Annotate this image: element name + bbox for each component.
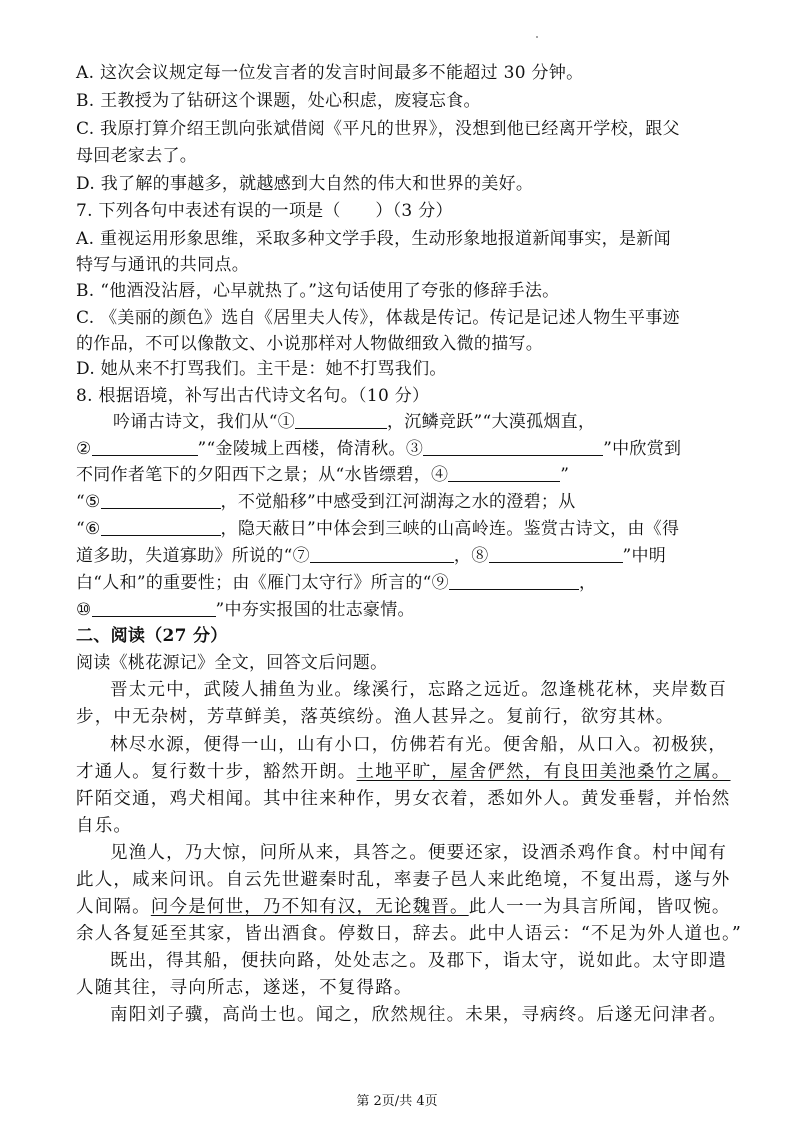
q8-text: 道多助，失道寡助》所说的“⑦ — [76, 546, 310, 566]
q8-text: ，不觉船移”中感受到江河湖海之水的澄碧；从 — [220, 492, 576, 512]
q7-option-a-line1: A. 重视运用形象思维，采取多种文学手段，生动形象地报道新闻事实，是新闻 — [76, 229, 671, 249]
underlined-sentence: 问今是何世，乃不知有汉，无论魏晋。 — [150, 897, 469, 917]
passage-p1-line1: 晋太元中，武陵人捕鱼为业。缘溪行，忘路之远近。忽逢桃花林，夹岸数百 — [110, 680, 728, 700]
q6-option-c-line2: 母回老家去了。 — [76, 146, 198, 166]
blank-1[interactable] — [295, 412, 387, 429]
q8-line8 — [76, 598, 415, 622]
passage-p5: 南阳刘子骥，高尚士也。闻之，欣然规往。未果，寻病终。后遂无问津者。 — [110, 1005, 728, 1025]
blank-4[interactable] — [448, 465, 560, 482]
q8-text: 吟诵古诗文，我们从“① — [113, 412, 295, 432]
underlined-sentence: 土地平旷，屋舍俨然，有良田美池桑竹之属。 — [356, 762, 731, 782]
q7-option-a-line2: 特写与通讯的共同点。 — [76, 255, 249, 275]
blank-6[interactable] — [101, 519, 221, 536]
blank-7[interactable] — [310, 546, 454, 563]
passage-p2-line1: 林尽水源，便得一山，山有小口，仿佛若有光。便舍船，从口入。初极狭， — [110, 735, 728, 755]
q8-text: ，⑧ — [453, 546, 489, 566]
q8-text: ”中欣赏到 — [603, 439, 682, 459]
blank-2[interactable] — [92, 439, 198, 456]
q8-text: ”中明 — [622, 546, 667, 566]
q7-option-c-line2: 的作品，不可以像散文、小说那样对人物做细致入微的描写。 — [76, 334, 544, 354]
q8-line1 — [113, 410, 595, 434]
blank-9[interactable] — [449, 573, 579, 590]
passage-p2-line3: 阡陌交通，鸡犬相闻。其中往来种作，男女衣着，悉如外人。黄发垂髫，并怡然 — [76, 789, 731, 809]
q7-option-b: B. “他酒没沾唇，心早就热了。”这句话使用了夸张的修辞手法。 — [76, 281, 560, 301]
q8-line5 — [76, 517, 679, 541]
q8-text: ”“金陵城上西楼，倚清秋。③ — [197, 439, 424, 459]
q8-text: ，隐天蔽日”中体会到三峡的山高岭连。鉴赏古诗文，由《得 — [220, 519, 680, 539]
passage-p3-line2: 此人，咸来问讯。自云先世避秦时乱，率妻子邑人来此绝境，不复出焉，遂与外 — [76, 870, 731, 890]
passage-p1-line2: 步，中无杂树，芳草鲜美，落英缤纷。渔人甚异之。复前行，欲穷其林。 — [76, 707, 675, 727]
q7-option-d: D. 她从来不打骂我们。主干是：她不打骂我们。 — [76, 359, 447, 379]
blank-3[interactable] — [423, 439, 603, 456]
q7-stem: 7. 下列各句中表述有误的一项是（ ）（3 分） — [76, 201, 453, 221]
blank-10[interactable] — [92, 600, 216, 617]
blank-8[interactable] — [489, 546, 623, 563]
q6-option-d: D. 我了解的事越多，就越感到大自然的伟大和世界的美好。 — [76, 174, 534, 194]
q8-text: 不同作者笔下的夕阳西下之景；从“水皆缥碧，④ — [76, 465, 449, 485]
section-intro: 阅读《桃花源记》全文，回答文后问题。 — [76, 653, 388, 673]
q8-line2 — [76, 437, 681, 461]
passage-p3-line1: 见渔人，乃大惊，问所从来，具答之。便要还家，设酒杀鸡作食。村中闻有 — [110, 843, 728, 863]
passage-text: 人间隔。 — [76, 897, 151, 917]
q8-line3 — [76, 463, 569, 487]
passage-text: 才通人。复行数十步，豁然开朗。 — [76, 762, 357, 782]
q7-option-c-line1: C. 《美丽的颜色》选自《居里夫人传》，体裁是传记。传记是记述人物生平事迹 — [76, 308, 680, 328]
passage-p4-line2: 人随其往，寻向所志，遂迷，不复得路。 — [76, 978, 413, 998]
passage-p3-line4: 余人各复延至其家，皆出酒食。停数日，辞去。此中人语云：“不足为外人道也。” — [76, 924, 743, 944]
passage-p3-line3 — [76, 895, 731, 919]
scan-dot — [536, 36, 538, 38]
passage-p2-line2 — [76, 760, 731, 784]
q8-line4 — [76, 490, 576, 514]
section-title: 二、阅读（27 分） — [76, 626, 228, 646]
passage-p2-line4: 自乐。 — [76, 816, 133, 836]
q6-option-c-line1: C. 我原打算介绍王凯向张斌借阅《平凡的世界》，没想到他已经离开学校，跟父 — [76, 119, 680, 139]
passage-text: 此人一一为具言所闻，皆叹惋。 — [468, 897, 731, 917]
blank-5[interactable] — [101, 492, 221, 509]
q8-text: ， — [578, 573, 597, 593]
q8-text: “⑥ — [76, 519, 101, 539]
q8-stem: 8. 根据语境，补写出古代诗文名句。（10 分） — [76, 386, 430, 406]
q8-text: ② — [76, 439, 92, 459]
q6-option-a: A. 这次会议规定每一位发言者的发言时间最多不能超过 30 分钟。 — [76, 63, 584, 83]
q8-text: “⑤ — [76, 492, 101, 512]
q8-text: ” — [560, 465, 570, 485]
q8-text: ”中夯实报国的壮志豪情。 — [215, 600, 415, 620]
passage-p4-line1: 既出，得其船，便扶向路，处处志之。及郡下，诣太守，说如此。太守即遣 — [110, 951, 728, 971]
q8-text: ⑩ — [76, 600, 92, 620]
q8-line7 — [76, 571, 596, 595]
q6-option-b: B. 王教授为了钻研这个课题，处心积虑，废寝忘食。 — [76, 91, 481, 111]
q8-line6 — [76, 544, 666, 568]
q8-text: ，沉鳞竞跃”“大漠孤烟直， — [387, 412, 596, 432]
page-footer: 第 2页/共 4页 — [356, 1094, 438, 1109]
q8-text: 白“人和”的重要性；由《雁门太守行》所言的“⑨ — [76, 573, 449, 593]
